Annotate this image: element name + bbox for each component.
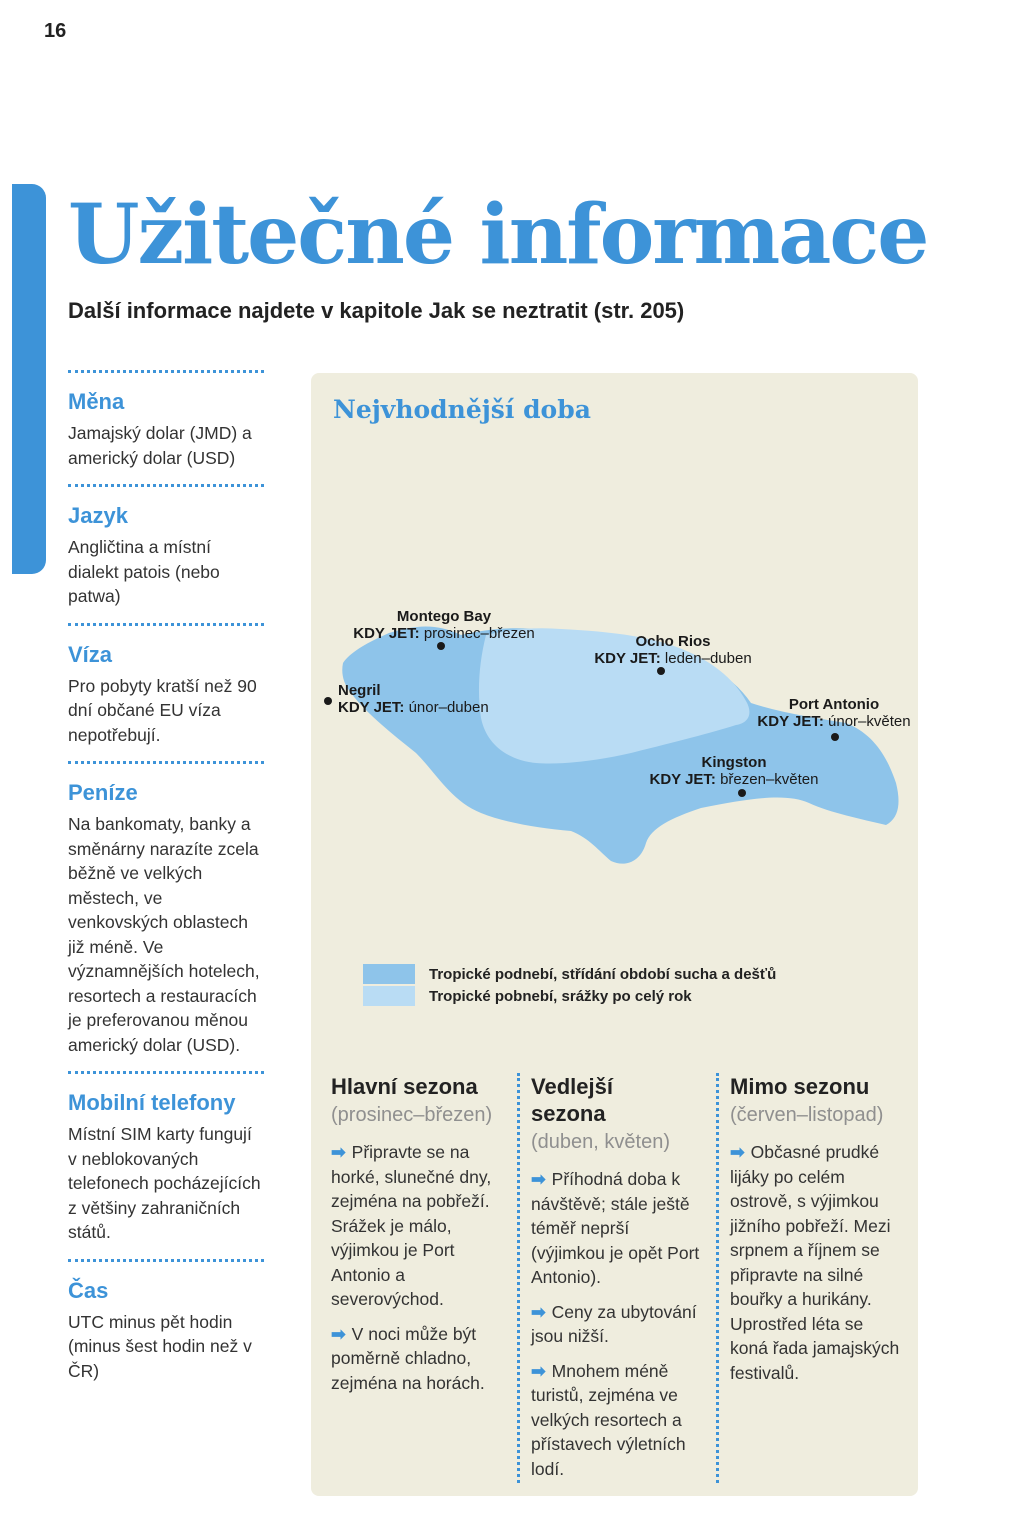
season-high <box>331 1073 501 1405</box>
when-value: prosinec–březen <box>423 625 535 642</box>
info-text: Místní SIM karty fungují v neblokovaných telefonech pocházejících z většiny zahraničních států. <box>68 1124 261 1242</box>
location-name: Port Antonio <box>788 696 880 713</box>
info-text: Na bankomaty, banky a směnárny narazíte zcela běžně ve velkých městech, ve venkovských oblastech již méně. Ve významnějších hotelech, resortech a restauracích je preferovanou měnou americký dolar (USD). <box>68 814 260 1055</box>
info-title: Mobilní telefony <box>68 1090 236 1115</box>
location-name: Montego Bay <box>396 608 492 625</box>
season-item: ➡ Připravte se na horké, slunečné dny, zejména na pobřeží. Srážek je málo, výjimkou je Port Antonio a severovýchod. <box>331 1142 492 1309</box>
arrow-right-icon: ➡ <box>331 1142 346 1162</box>
when-to-go-panel <box>311 373 918 1496</box>
svg-text:KDY JET: únor–duben <box>338 699 489 716</box>
info-text: Pro pobyty kratší než 90 dní občané EU víza nepotřebují. <box>68 675 257 745</box>
svg-text:KDY JET: prosinec–břez <box>353 625 535 642</box>
legend-item <box>363 985 776 1007</box>
svg-text:KDY JET: leden–duben <box>594 650 751 667</box>
when-value: březen–květen <box>720 771 819 788</box>
info-title: Měna <box>68 389 125 414</box>
season-range: (prosinec–březen) <box>331 1104 493 1126</box>
jamaica-map <box>311 373 918 953</box>
sidebar <box>68 370 264 1397</box>
when-label: KDY JET: <box>594 650 661 667</box>
info-block-mobile <box>68 1071 264 1259</box>
legend-item <box>363 963 776 985</box>
location-name: Ocho Rios <box>635 633 711 650</box>
info-text: Jamajský dolar (JMD) a americký dolar (USD) <box>68 423 252 468</box>
map-legend <box>363 963 776 1007</box>
info-block-money <box>68 761 264 1071</box>
svg-text:KDY JET: březen–květen <box>650 771 819 788</box>
when-label: KDY JET: <box>757 713 824 730</box>
info-text: Angličtina a místní dialekt patois (nebo patwa) <box>68 537 220 606</box>
info-block-currency <box>68 370 264 484</box>
when-label: KDY JET: <box>649 771 716 788</box>
when-label: KDY JET: <box>353 625 420 642</box>
page-title: Užitečné informace <box>68 187 928 283</box>
info-title: Čas <box>68 1277 109 1303</box>
season-item: ➡ Příhodná doba k návštěvě; stále ještě téměř neprší (výjimkou je opět Port Antonio). <box>531 1169 700 1287</box>
season-low <box>730 1073 900 1395</box>
when-value: únor–duben <box>408 699 489 716</box>
season-item: ➡ Ceny za ubytování jsou nižší. <box>531 1301 697 1346</box>
arrow-right-icon: ➡ <box>531 1301 546 1322</box>
when-value: leden–duben <box>664 650 752 667</box>
season-divider <box>517 1073 520 1483</box>
legend-label: Tropické podnebí, střídání období sucha a dešťů <box>429 965 777 983</box>
season-item: ➡ Mnohem méně turistů, zejména ve velkých resortech a přístavech výletních lodí. <box>531 1360 686 1479</box>
season-item: ➡ Občasné prudké lijáky po celém ostrově, s výjimkou jižního pobřeží. Mezi srpnem a říjnem se připravte na silné bouřky a hurikány. Uprostřed léta se koná řada jamajských festivalů. <box>730 1142 900 1383</box>
when-value: únor–květen <box>828 713 911 730</box>
page-subtitle: Další informace najdete v kapitole Jak se neztratit (str. 205) <box>68 298 685 323</box>
season-divider <box>716 1073 719 1483</box>
season-item: ➡ V noci může být poměrně chladno, zejména na horách. <box>331 1323 485 1393</box>
season-range: (červen–listopad) <box>730 1104 884 1126</box>
legend-swatch <box>363 986 415 1006</box>
location-name: Negril <box>338 682 381 699</box>
season-title: Vedlejší sezona <box>531 1074 613 1126</box>
info-title: Peníze <box>68 780 138 805</box>
legend-label: Tropické pobnebí, srážky po celý rok <box>429 987 692 1005</box>
arrow-right-icon: ➡ <box>531 1169 546 1189</box>
season-shoulder <box>531 1073 701 1491</box>
info-block-language <box>68 484 264 623</box>
info-text: UTC minus pět hodin (minus šest hodin než v ČR) <box>68 1311 252 1381</box>
legend-swatch <box>363 964 415 984</box>
season-title: Mimo sezonu <box>730 1074 870 1099</box>
info-block-time <box>68 1259 264 1398</box>
location-name: Kingston <box>701 754 767 771</box>
info-title: Jazyk <box>68 503 128 528</box>
chapter-tab <box>12 184 46 574</box>
season-title: Hlavní sezona <box>331 1074 478 1099</box>
page-number: 16 <box>44 20 67 42</box>
svg-text:KDY JET: únor–květen <box>757 713 910 730</box>
info-title: Víza <box>68 641 113 667</box>
arrow-right-icon: ➡ <box>730 1142 745 1162</box>
info-block-visa <box>68 623 264 762</box>
when-label: KDY JET: <box>338 699 405 716</box>
arrow-right-icon: ➡ <box>531 1360 546 1381</box>
arrow-right-icon: ➡ <box>331 1323 346 1344</box>
panel-title: Nejvhodnější doba <box>333 395 591 424</box>
season-range: (duben, květen) <box>531 1131 670 1153</box>
